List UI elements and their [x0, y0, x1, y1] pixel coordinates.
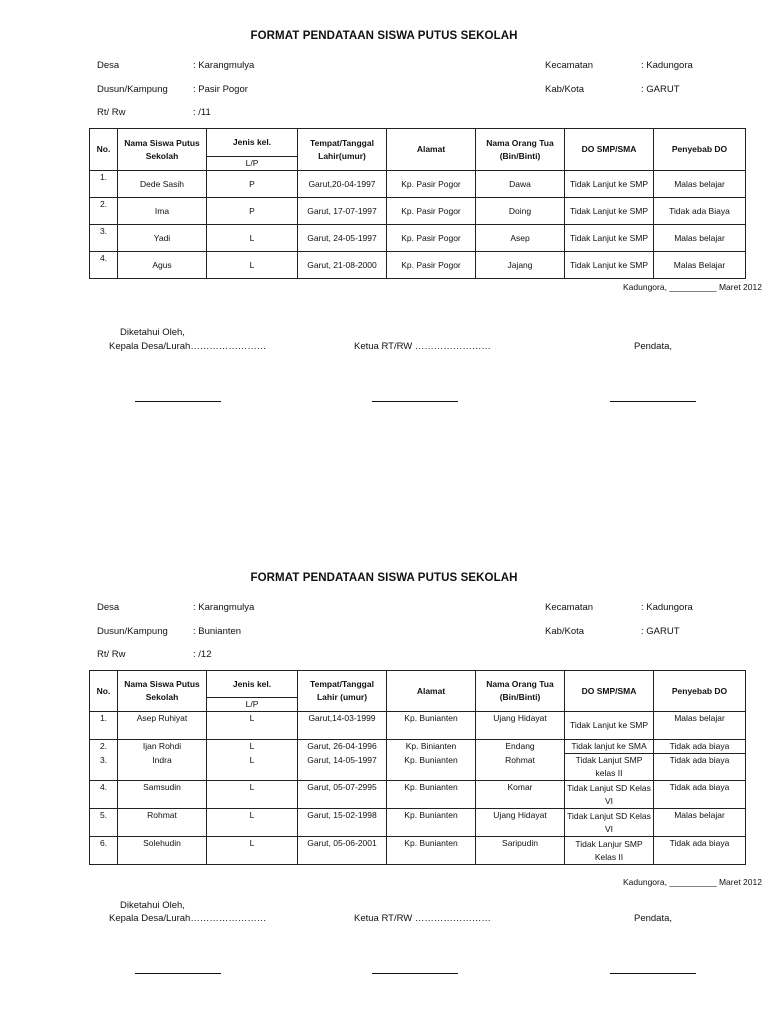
place-date: Kadungora, __________ Maret 2012 — [623, 282, 762, 292]
header-alamat: Alamat — [387, 129, 476, 171]
cell-ttl: Garut, 21-08-2000 — [298, 252, 387, 279]
rtrw-value: : /11 — [193, 107, 211, 118]
signature-line-pendata — [610, 973, 696, 974]
cell-alamat: Kp. Pasir Pogor — [387, 198, 476, 225]
cell-alamat: Kp. Bunianten — [387, 754, 476, 781]
kecamatan-value: : Kadungora — [641, 602, 693, 613]
cell-nama: Rohmat — [118, 809, 207, 837]
ketua-rtrw-label: Ketua RT/RW …………………… — [354, 913, 491, 924]
table-row — [90, 809, 746, 837]
rtrw-label: Rt/ Rw — [97, 107, 126, 118]
cell-do: Tidak Lanjut ke SMP — [565, 252, 654, 279]
cell-nama: Indra — [118, 754, 207, 781]
header-ttl: Tempat/Tanggal Lahir (umur) — [298, 671, 387, 712]
cell-lp: L — [207, 781, 298, 809]
cell-alamat: Kp. Pasir Pogor — [387, 252, 476, 279]
cell-penyebab: Malas belajar — [654, 809, 746, 837]
cell-nama: Asep Ruhiyat — [118, 712, 207, 740]
kabkota-label: Kab/Kota — [545, 626, 585, 637]
cell-nama: Samsudin — [118, 781, 207, 809]
rtrw-value: : /12 — [193, 649, 212, 660]
cell-penyebab: Malas belajar — [654, 712, 746, 740]
cell-lp: L — [207, 740, 298, 754]
header-orang-tua: Nama Orang Tua (Bin/Binti) — [476, 129, 565, 171]
cell-do: Tidak Lanjur SMP Kelas II — [565, 837, 654, 865]
cell-lp: L — [207, 809, 298, 837]
cell-orang-tua: Rohmat — [476, 754, 565, 781]
header-do: DO SMP/SMA — [565, 671, 654, 712]
cell-lp: L — [207, 754, 298, 781]
header-nama: Nama Siswa Putus Sekolah — [118, 129, 207, 171]
cell-no: 3. — [90, 225, 118, 252]
table-row — [90, 225, 746, 252]
cell-ttl: Garut, 05-06-2001 — [298, 837, 387, 865]
cell-alamat: Kp. Bunianten — [387, 781, 476, 809]
kepala-desa-label: Kepala Desa/Lurah…………………… — [109, 341, 267, 352]
ketua-rtrw-label: Ketua RT/RW …………………… — [354, 341, 491, 352]
cell-nama: Yadi — [118, 225, 207, 252]
cell-ttl: Garut, 17-07-1997 — [298, 198, 387, 225]
cell-orang-tua: Jajang — [476, 252, 565, 279]
cell-lp: L — [207, 837, 298, 865]
cell-orang-tua: Ujang Hidayat — [476, 712, 565, 740]
table-row — [90, 781, 746, 809]
header-lp: L/P — [207, 698, 298, 712]
desa-value: : Karangmulya — [193, 60, 254, 71]
cell-ttl: Garut, 05-07-2995 — [298, 781, 387, 809]
cell-lp: L — [207, 252, 298, 279]
cell-alamat: Kp. Pasir Pogor — [387, 171, 476, 198]
cell-ttl: Garut, 26-04-1996 — [298, 740, 387, 754]
cell-no: 1. — [90, 712, 118, 740]
cell-do: Tidak Lanjut SMP kelas II — [565, 754, 654, 781]
table-row — [90, 198, 746, 225]
header-penyebab: Penyebab DO — [654, 129, 746, 171]
rtrw-label: Rt/ Rw — [97, 649, 126, 660]
table-row — [90, 754, 746, 781]
cell-orang-tua: Endang — [476, 740, 565, 754]
kabkota-value: : GARUT — [641, 84, 680, 95]
cell-penyebab: Malas belajar — [654, 171, 746, 198]
header-jenis-kelamin: Jenis kel. — [207, 671, 298, 698]
table-row — [90, 252, 746, 279]
signature-line-pendata — [610, 401, 696, 402]
cell-nama: Dede Sasih — [118, 171, 207, 198]
cell-ttl: Garut, 24-05-1997 — [298, 225, 387, 252]
cell-alamat: Kp. Bunianten — [387, 809, 476, 837]
cell-orang-tua: Dawa — [476, 171, 565, 198]
dusun-label: Dusun/Kampung — [97, 84, 168, 95]
cell-alamat: Kp. Bunianten — [387, 837, 476, 865]
table-row — [90, 837, 746, 865]
kepala-desa-label: Kepala Desa/Lurah…………………… — [109, 913, 267, 924]
cell-do: Tidak Lanjut ke SMP — [565, 171, 654, 198]
students-table — [89, 128, 746, 279]
cell-nama: Agus — [118, 252, 207, 279]
header-alamat: Alamat — [387, 671, 476, 712]
cell-ttl: Garut, 15-02-1998 — [298, 809, 387, 837]
students-table — [89, 670, 746, 865]
cell-penyebab: Tidak ada biaya — [654, 781, 746, 809]
form-title: FORMAT PENDATAAN SISWA PUTUS SEKOLAH — [250, 572, 518, 584]
cell-alamat: Kp. Binianten — [387, 740, 476, 754]
desa-value: : Karangmulya — [193, 602, 254, 613]
header-no: No. — [90, 671, 118, 712]
header-penyebab: Penyebab DO — [654, 671, 746, 712]
cell-orang-tua: Saripudin — [476, 837, 565, 865]
header-nama: Nama Siswa Putus Sekolah — [118, 671, 207, 712]
dusun-value: : Pasir Pogor — [193, 84, 248, 95]
header-lp: L/P — [207, 157, 298, 171]
pendata-label: Pendata, — [634, 341, 673, 352]
cell-penyebab: Malas belajar — [654, 225, 746, 252]
diketahui-label: Diketahui Oleh, — [120, 900, 185, 911]
cell-lp: P — [207, 171, 298, 198]
cell-do: Tidak Lanjut ke SMP — [565, 198, 654, 225]
cell-do: Tidak Lanjut SD Kelas VI — [565, 781, 654, 809]
dusun-value: : Bunianten — [193, 626, 241, 637]
cell-do: Tidak Lanjut ke SMP — [565, 225, 654, 252]
cell-do: Tidak Lanjut ke SMP — [565, 712, 654, 740]
cell-no: 6. — [90, 837, 118, 865]
kabkota-value: : GARUT — [641, 626, 680, 637]
cell-orang-tua: Asep — [476, 225, 565, 252]
cell-penyebab: Tidak ada biaya — [654, 837, 746, 865]
signature-line-kepala — [135, 401, 221, 402]
cell-ttl: Garut, 14-05-1997 — [298, 754, 387, 781]
cell-orang-tua: Ujang Hidayat — [476, 809, 565, 837]
table-row — [90, 712, 746, 740]
kecamatan-label: Kecamatan — [545, 602, 594, 613]
table-row — [90, 171, 746, 198]
header-no: No. — [90, 129, 118, 171]
cell-no: 1. — [90, 171, 118, 198]
signature-line-ketua — [372, 401, 458, 402]
desa-label: Desa — [97, 602, 120, 613]
cell-penyebab: Malas Belajar — [654, 252, 746, 279]
cell-lp: P — [207, 198, 298, 225]
cell-ttl: Garut,20-04-1997 — [298, 171, 387, 198]
cell-no: 2. — [90, 198, 118, 225]
kecamatan-label: Kecamatan — [545, 60, 594, 71]
cell-alamat: Kp. Bunianten — [387, 712, 476, 740]
header-orang-tua: Nama Orang Tua (Bin/Binti) — [476, 671, 565, 712]
cell-orang-tua: Doing — [476, 198, 565, 225]
kabkota-label: Kab/Kota — [545, 84, 585, 95]
cell-nama: Ijan Rohdi — [118, 740, 207, 754]
cell-orang-tua: Komar — [476, 781, 565, 809]
cell-no: 5. — [90, 809, 118, 837]
header-ttl: Tempat/Tanggal Lahir(umur) — [298, 129, 387, 171]
signature-line-ketua — [372, 973, 458, 974]
header-do: DO SMP/SMA — [565, 129, 654, 171]
cell-do: Tidak Lanjut SD Kelas VI — [565, 809, 654, 837]
cell-lp: L — [207, 225, 298, 252]
cell-no: 3. — [90, 754, 118, 781]
header-jenis-kelamin: Jenis kel. — [207, 129, 298, 157]
cell-ttl: Garut,14-03-1999 — [298, 712, 387, 740]
cell-penyebab: Tidak ada biaya — [654, 754, 746, 781]
cell-no: 4. — [90, 252, 118, 279]
cell-nama: Ima — [118, 198, 207, 225]
signature-line-kepala — [135, 973, 221, 974]
form-title: FORMAT PENDATAAN SISWA PUTUS SEKOLAH — [250, 30, 518, 42]
cell-no: 2. — [90, 740, 118, 754]
cell-nama: Solehudin — [118, 837, 207, 865]
cell-penyebab: Tidak ada Biaya — [654, 198, 746, 225]
diketahui-label: Diketahui Oleh, — [120, 327, 185, 338]
place-date: Kadungora, __________ Maret 2012 — [623, 877, 762, 887]
kecamatan-value: : Kadungora — [641, 60, 693, 71]
cell-lp: L — [207, 712, 298, 740]
pendata-label: Pendata, — [634, 913, 673, 924]
cell-alamat: Kp. Pasir Pogor — [387, 225, 476, 252]
cell-no: 4. — [90, 781, 118, 809]
dusun-label: Dusun/Kampung — [97, 626, 168, 637]
cell-penyebab: Tidak ada biaya — [654, 740, 746, 754]
cell-do: Tidak lanjut ke SMA — [565, 740, 654, 754]
table-row — [90, 740, 746, 754]
desa-label: Desa — [97, 60, 120, 71]
